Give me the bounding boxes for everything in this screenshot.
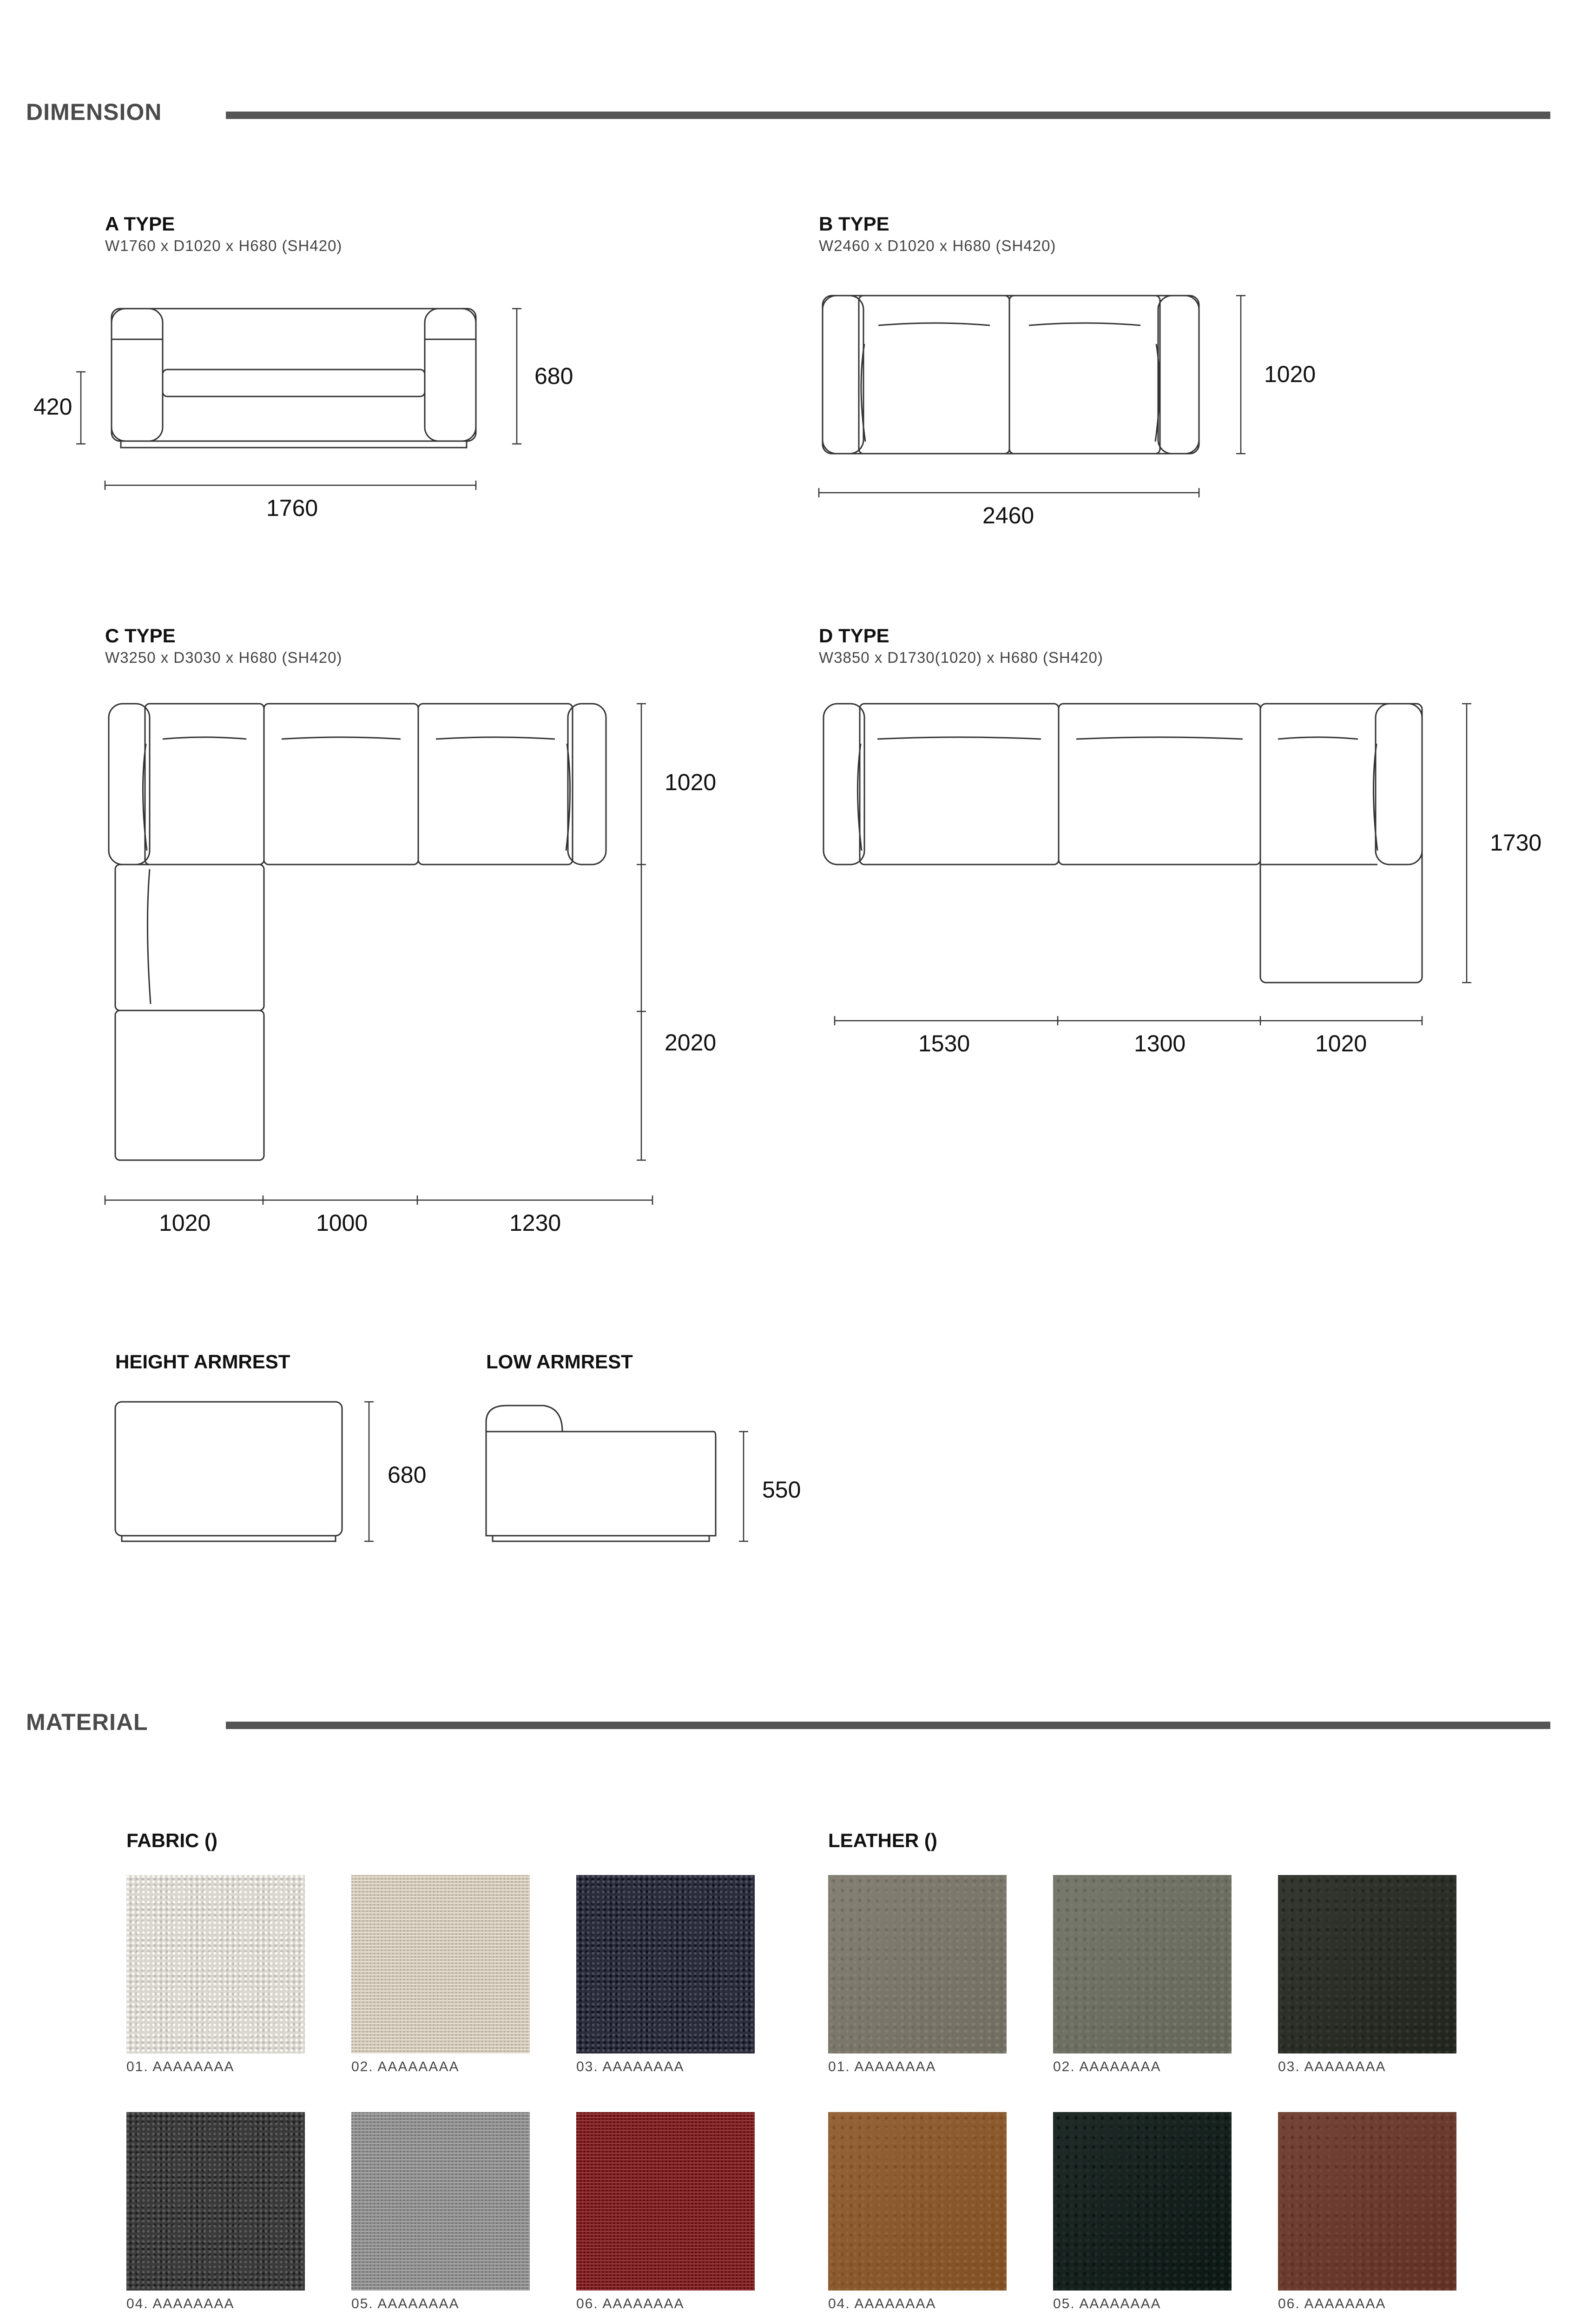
leather-swatch-4[interactable] [828, 2112, 1007, 2291]
b-type-title: B TYPE [819, 213, 889, 235]
c-type-right-bottom: 2020 [665, 1030, 717, 1056]
leather-swatch-label: 04. AAAAAAAA [828, 2296, 936, 2311]
c-type-right-top: 1020 [665, 769, 717, 795]
a-type-height: 680 [534, 363, 573, 389]
fabric-title: FABRIC () [126, 1829, 217, 1851]
leather-swatch-label: 06. AAAAAAAA [1278, 2296, 1386, 2311]
c-type-bottom-3: 1230 [509, 1210, 561, 1236]
fabric-swatch-label: 01. AAAAAAAA [126, 2059, 235, 2074]
fabric-swatch-label: 05. AAAAAAAA [351, 2296, 460, 2311]
height-armrest-title: HEIGHT ARMREST [115, 1351, 290, 1373]
c-type-bottom-2: 1000 [316, 1210, 368, 1236]
low-armrest-title: LOW ARMREST [486, 1351, 633, 1373]
a-type-seat-height: 420 [33, 394, 72, 420]
leather-swatch-label: 01. AAAAAAAA [828, 2059, 936, 2074]
a-type-width: 1760 [266, 495, 318, 521]
fabric-swatch-label: 03. AAAAAAAA [576, 2059, 685, 2074]
leather-swatch-label: 05. AAAAAAAA [1053, 2296, 1161, 2311]
low-armrest-height: 550 [762, 1477, 801, 1503]
fabric-swatch-label: 06. AAAAAAAA [576, 2296, 685, 2311]
c-type-title: C TYPE [105, 625, 176, 647]
fabric-swatch-2[interactable] [351, 1875, 530, 2053]
fabric-swatch-label: 02. AAAAAAAA [351, 2059, 460, 2074]
d-type-bottom-2: 1300 [1134, 1030, 1186, 1056]
leather-swatch-label: 03. AAAAAAAA [1278, 2059, 1386, 2074]
leather-title: LEATHER () [828, 1829, 937, 1851]
leather-swatch-3[interactable] [1278, 1875, 1456, 2053]
d-type-right: 1730 [1490, 830, 1542, 856]
d-type-bottom-1: 1530 [918, 1030, 970, 1056]
d-type-spec: W3850 x D1730(1020) x H680 (SH420) [819, 649, 1103, 666]
fabric-swatch-label: 04. AAAAAAAA [126, 2296, 235, 2311]
b-type-depth: 1020 [1264, 361, 1316, 387]
d-type-title: D TYPE [819, 625, 889, 647]
fabric-swatch-1[interactable] [126, 1875, 305, 2053]
leather-swatch-1[interactable] [828, 1875, 1007, 2053]
height-armrest-height: 680 [388, 1462, 427, 1488]
fabric-swatch-3[interactable] [576, 1875, 755, 2053]
b-type-spec: W2460 x D1020 x H680 (SH420) [819, 237, 1056, 254]
leather-swatch-label: 02. AAAAAAAA [1053, 2059, 1161, 2074]
a-type-title: A TYPE [105, 213, 175, 235]
leather-swatch-5[interactable] [1053, 2112, 1232, 2291]
dimension-section-title: DIMENSION [26, 99, 162, 125]
b-type-width: 2460 [982, 502, 1034, 528]
d-type-bottom-3: 1020 [1315, 1030, 1367, 1056]
a-type-spec: W1760 x D1020 x H680 (SH420) [105, 237, 343, 254]
fabric-swatch-5[interactable] [351, 2112, 530, 2291]
c-type-bottom-1: 1020 [159, 1210, 211, 1236]
leather-swatch-2[interactable] [1053, 1875, 1232, 2053]
material-section-title: MATERIAL [26, 1709, 148, 1735]
c-type-spec: W3250 x D3030 x H680 (SH420) [105, 649, 343, 666]
leather-swatch-6[interactable] [1278, 2112, 1456, 2291]
fabric-swatch-4[interactable] [126, 2112, 305, 2291]
material-section-rule [226, 1722, 1550, 1729]
fabric-swatch-6[interactable] [576, 2112, 755, 2291]
